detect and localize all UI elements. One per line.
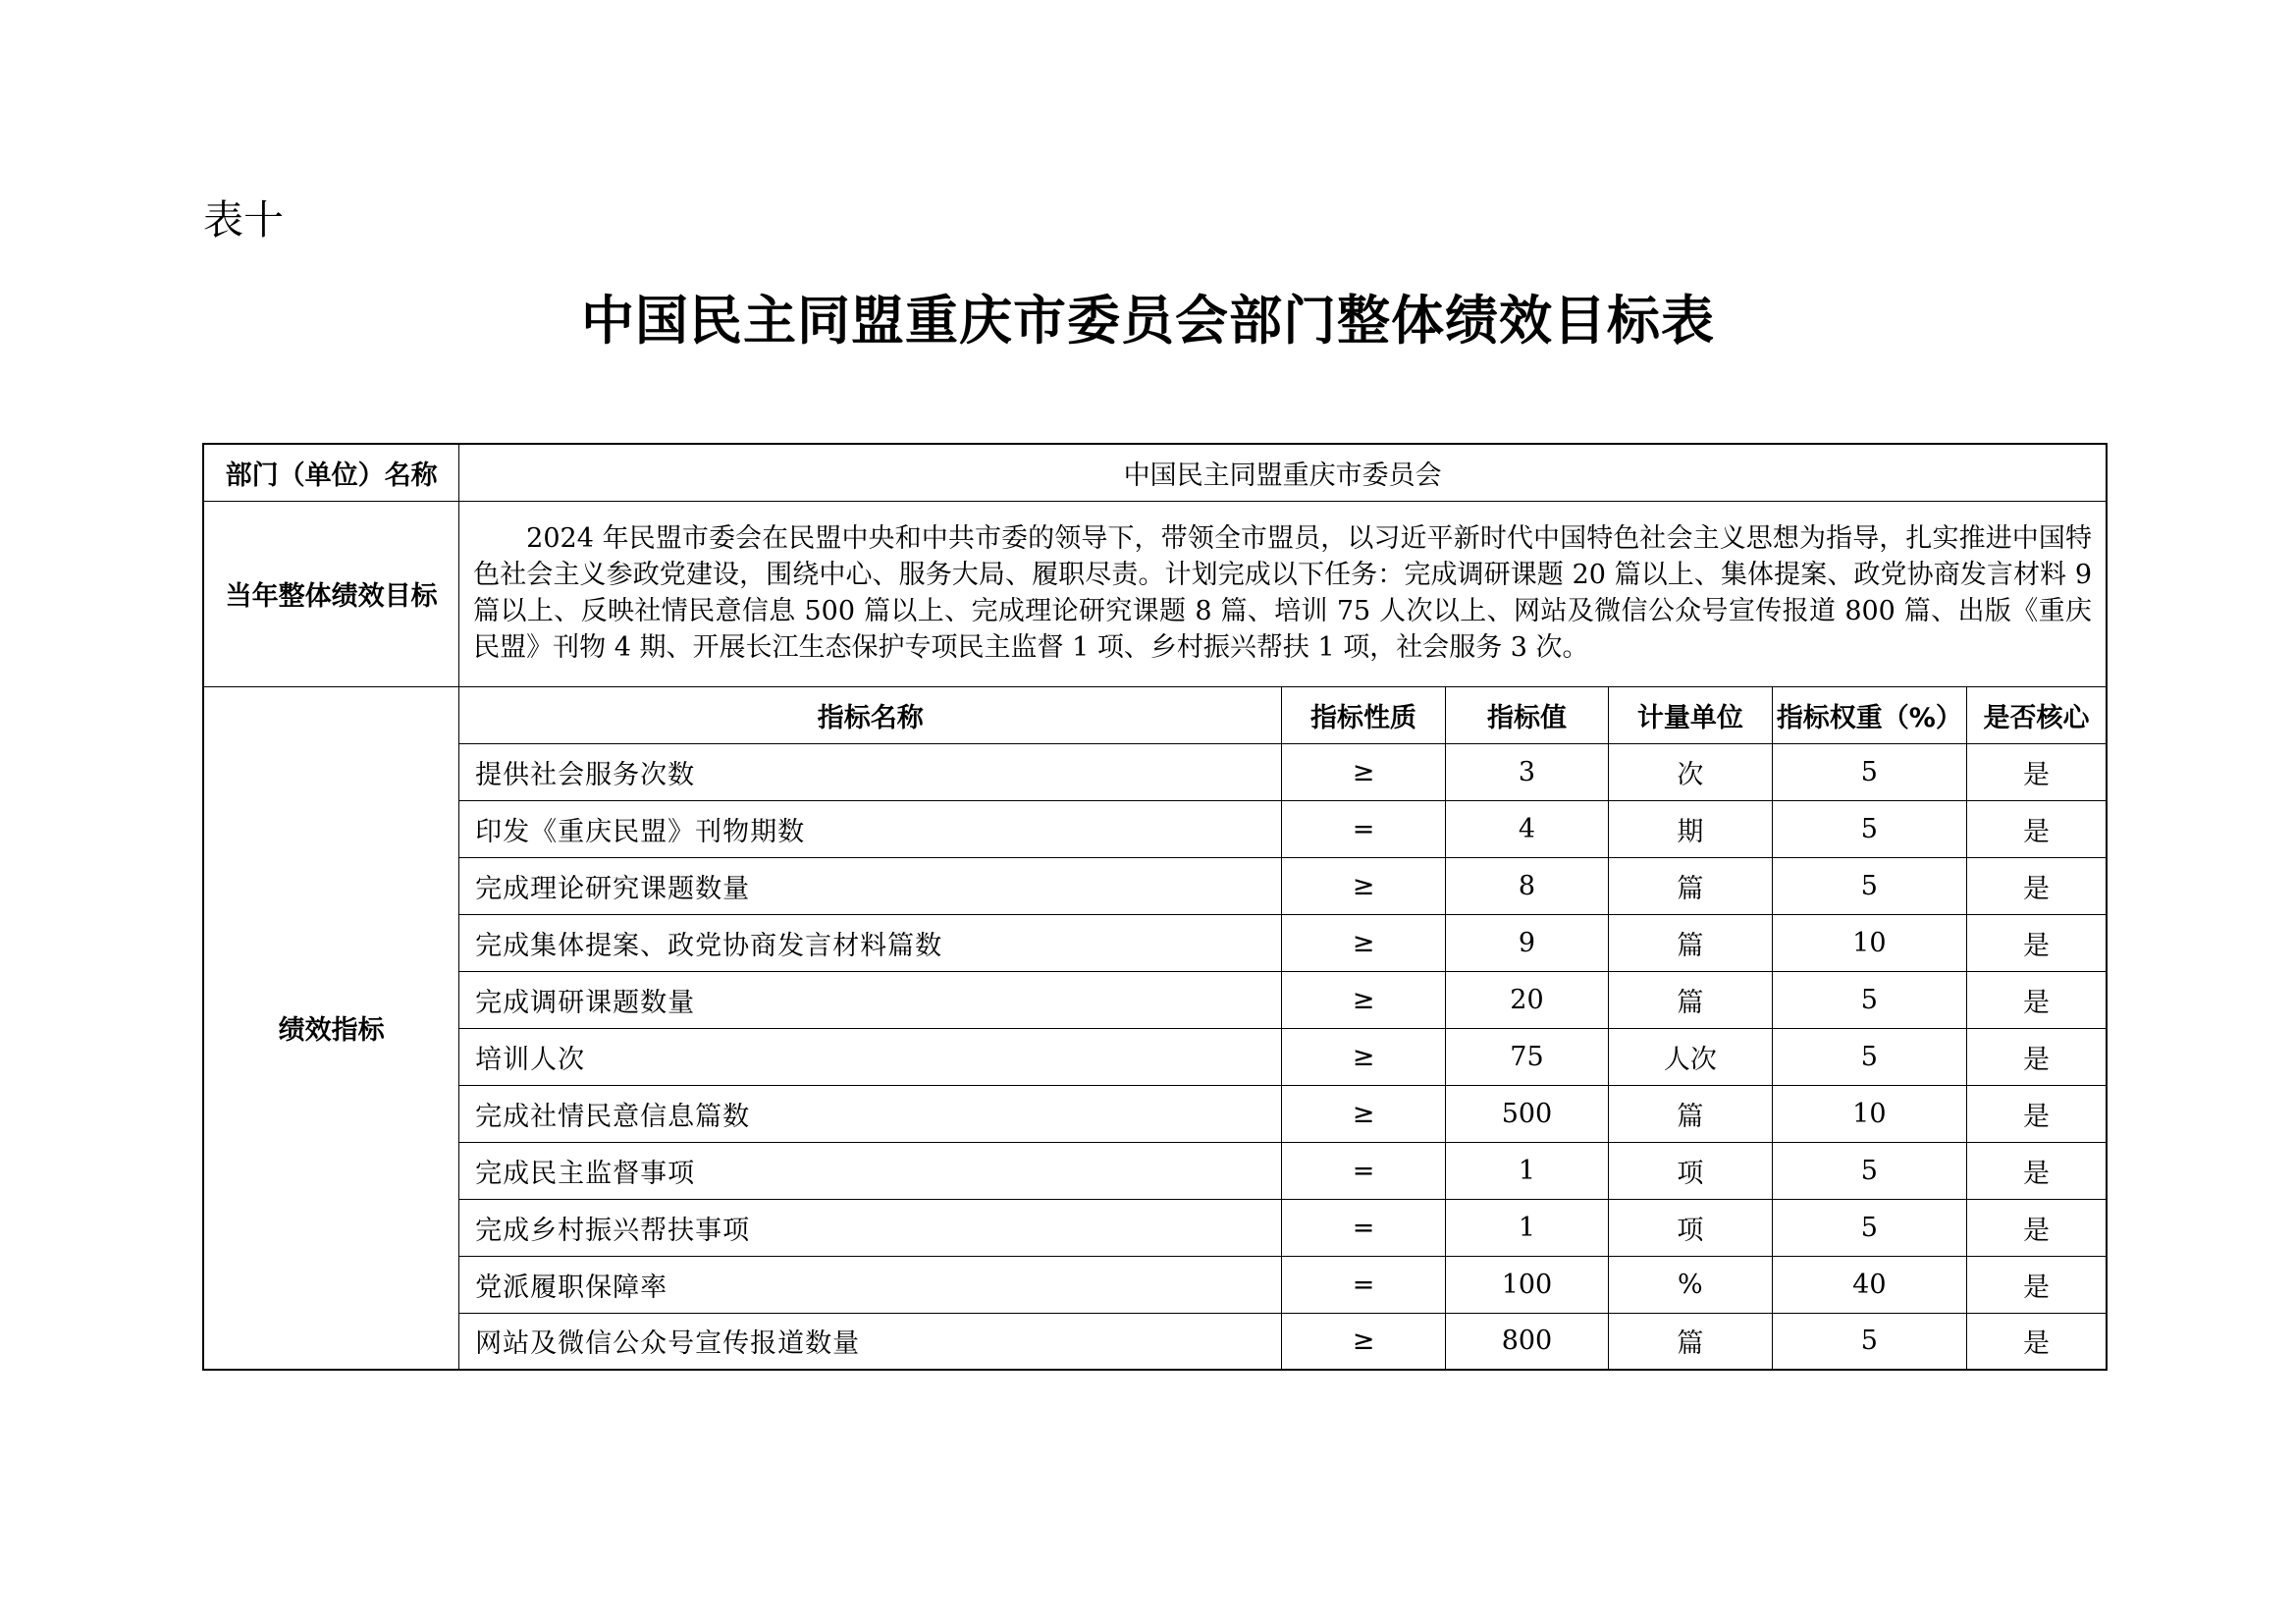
table-row [203, 1256, 2107, 1313]
indicator-name-cell: 完成理论研究课题数量 [459, 857, 1282, 914]
annual-goal-row [203, 501, 2107, 686]
indicator-value-cell: 9 [1445, 914, 1608, 971]
indicator-nature-cell: = [1282, 1142, 1445, 1199]
table-row [203, 1313, 2107, 1370]
indicator-name-cell: 提供社会服务次数 [459, 743, 1282, 800]
indicator-value-cell: 20 [1445, 971, 1608, 1028]
indicator-name-cell: 完成集体提案、政党协商发言材料篇数 [459, 914, 1282, 971]
header-indicator-nature: 指标性质 [1282, 686, 1445, 743]
indicator-header-row [203, 686, 2107, 743]
indicator-value-cell: 8 [1445, 857, 1608, 914]
performance-target-table [202, 443, 2108, 1371]
indicator-unit-cell: % [1609, 1256, 1772, 1313]
header-is-core: 是否核心 [1967, 686, 2107, 743]
indicator-name-cell: 完成社情民意信息篇数 [459, 1085, 1282, 1142]
indicator-value-cell: 4 [1445, 800, 1608, 857]
header-indicator-name: 指标名称 [459, 686, 1282, 743]
indicator-core-cell: 是 [1967, 1199, 2107, 1256]
indicator-nature-cell: = [1282, 800, 1445, 857]
indicator-unit-cell: 篇 [1609, 971, 1772, 1028]
indicator-name-cell: 完成调研课题数量 [459, 971, 1282, 1028]
table-row [203, 800, 2107, 857]
indicator-value-cell: 1 [1445, 1199, 1608, 1256]
table-row [203, 1085, 2107, 1142]
table-row [203, 1199, 2107, 1256]
indicator-nature-cell: ≥ [1282, 971, 1445, 1028]
indicator-unit-cell: 项 [1609, 1199, 1772, 1256]
indicator-core-cell: 是 [1967, 1313, 2107, 1370]
indicator-nature-cell: = [1282, 1256, 1445, 1313]
indicator-core-cell: 是 [1967, 1085, 2107, 1142]
department-label: 部门（单位）名称 [203, 444, 459, 501]
indicator-core-cell: 是 [1967, 800, 2107, 857]
indicator-value-cell: 75 [1445, 1028, 1608, 1085]
indicators-section-label: 绩效指标 [203, 686, 459, 1370]
indicator-core-cell: 是 [1967, 971, 2107, 1028]
indicator-name-cell: 党派履职保障率 [459, 1256, 1282, 1313]
indicator-nature-cell: ≥ [1282, 914, 1445, 971]
indicator-weight-cell: 5 [1772, 857, 1967, 914]
indicator-name-cell: 印发《重庆民盟》刊物期数 [459, 800, 1282, 857]
annual-goal-text: 2024 年民盟市委会在民盟中央和中共市委的领导下，带领全市盟员，以习近平新时代中国特色社会主义思想为指导，扎实推进中国特色社会主义参政党建设，围绕中心、服务大局、履职尽责。计划完成以下任务：完成调研课题 20 篇以上、集体提案、政党协商发言材料 9 篇以上、反映社情民意信息 500 篇以上、完成理论研究课题 8 篇、培训 75 人次以上、网站及微信公众号宣传报道 800 篇、出版《重庆民盟》刊物 4 期、开展长江生态保护专项民主监督 1 项、乡村振兴帮扶 1 项，社会服务 3 次。 [459, 501, 2107, 686]
table-row [203, 971, 2107, 1028]
header-indicator-value: 指标值 [1445, 686, 1608, 743]
indicator-core-cell: 是 [1967, 914, 2107, 971]
department-row [203, 444, 2107, 501]
table-row [203, 914, 2107, 971]
indicator-unit-cell: 人次 [1609, 1028, 1772, 1085]
indicator-core-cell: 是 [1967, 1256, 2107, 1313]
indicator-core-cell: 是 [1967, 1142, 2107, 1199]
indicator-name-cell: 完成民主监督事项 [459, 1142, 1282, 1199]
table-row [203, 743, 2107, 800]
table-row [203, 857, 2107, 914]
indicator-core-cell: 是 [1967, 857, 2107, 914]
indicator-nature-cell: ≥ [1282, 743, 1445, 800]
indicator-core-cell: 是 [1967, 743, 2107, 800]
indicator-nature-cell: ≥ [1282, 1085, 1445, 1142]
indicator-weight-cell: 5 [1772, 971, 1967, 1028]
indicator-value-cell: 3 [1445, 743, 1608, 800]
indicator-nature-cell: = [1282, 1199, 1445, 1256]
indicator-weight-cell: 10 [1772, 914, 1967, 971]
indicator-nature-cell: ≥ [1282, 1028, 1445, 1085]
indicator-weight-cell: 5 [1772, 1142, 1967, 1199]
indicator-nature-cell: ≥ [1282, 1313, 1445, 1370]
table-row [203, 1028, 2107, 1085]
indicator-unit-cell: 篇 [1609, 914, 1772, 971]
annual-goal-label: 当年整体绩效目标 [203, 501, 459, 686]
header-weight: 指标权重（%） [1772, 686, 1967, 743]
indicator-weight-cell: 5 [1772, 800, 1967, 857]
indicator-weight-cell: 5 [1772, 1199, 1967, 1256]
indicator-unit-cell: 次 [1609, 743, 1772, 800]
indicator-value-cell: 500 [1445, 1085, 1608, 1142]
department-name-value: 中国民主同盟重庆市委员会 [459, 444, 2107, 501]
table-row [203, 1142, 2107, 1199]
indicator-value-cell: 100 [1445, 1256, 1608, 1313]
indicator-unit-cell: 篇 [1609, 857, 1772, 914]
indicator-core-cell: 是 [1967, 1028, 2107, 1085]
indicator-weight-cell: 5 [1772, 1313, 1967, 1370]
indicator-value-cell: 1 [1445, 1142, 1608, 1199]
indicator-weight-cell: 5 [1772, 743, 1967, 800]
document-title: 中国民主同盟重庆市委员会部门整体绩效目标表 [581, 289, 1715, 352]
indicator-unit-cell: 篇 [1609, 1313, 1772, 1370]
indicator-name-cell: 网站及微信公众号宣传报道数量 [459, 1313, 1282, 1370]
indicator-unit-cell: 期 [1609, 800, 1772, 857]
indicator-weight-cell: 5 [1772, 1028, 1967, 1085]
indicator-value-cell: 800 [1445, 1313, 1608, 1370]
indicator-weight-cell: 10 [1772, 1085, 1967, 1142]
header-unit: 计量单位 [1609, 686, 1772, 743]
indicator-name-cell: 培训人次 [459, 1028, 1282, 1085]
indicator-unit-cell: 篇 [1609, 1085, 1772, 1142]
indicator-nature-cell: ≥ [1282, 857, 1445, 914]
table-number-label: 表十 [203, 196, 284, 244]
indicator-unit-cell: 项 [1609, 1142, 1772, 1199]
indicator-weight-cell: 40 [1772, 1256, 1967, 1313]
indicator-name-cell: 完成乡村振兴帮扶事项 [459, 1199, 1282, 1256]
